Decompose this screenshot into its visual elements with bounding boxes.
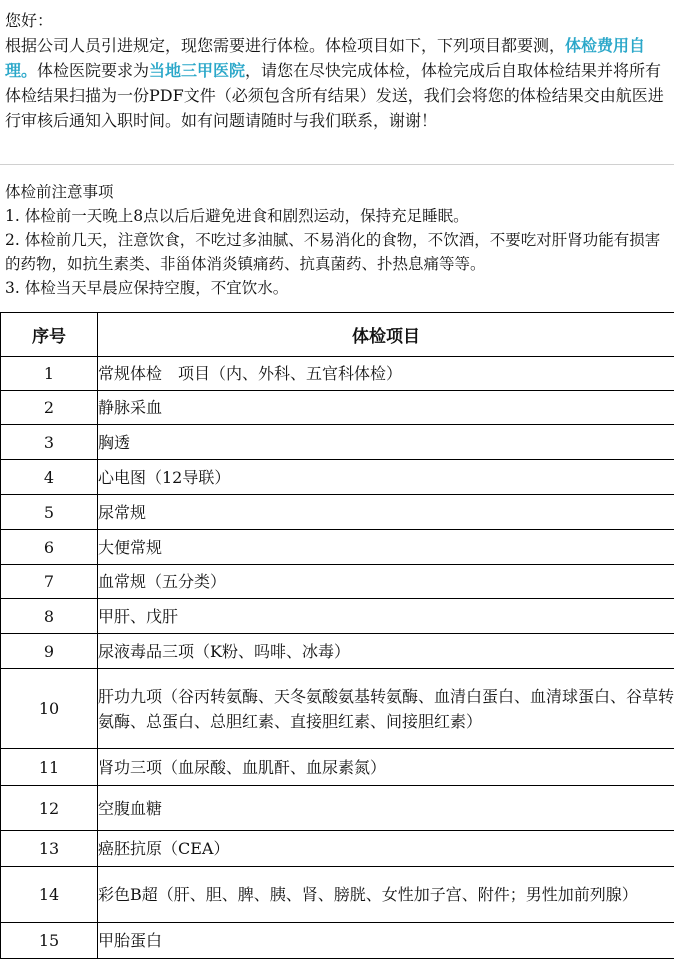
note-item: 1. 体检前一天晚上8点以后后避免进食和剧烈运动，保持充足睡眠。 — [5, 207, 469, 225]
table-row — [1, 831, 674, 867]
intro-text-2: 体检医院要求为 — [37, 61, 150, 80]
table-row — [1, 669, 674, 749]
row-number: 10 — [1, 669, 98, 749]
row-number: 3 — [1, 425, 98, 460]
row-number: 11 — [1, 749, 98, 786]
hospital-highlight: 当地三甲医院 — [149, 61, 246, 80]
note-item: 2. 体检前几天，注意饮食，不吃过多油腻、不易消化的食物，不饮酒，不要吃对肝肾功能有损害的药物，如抗生素类、非甾体消炎镇痛药、抗真菌药、扑热息痛等等。 — [5, 231, 661, 273]
row-item: 尿常规 — [98, 495, 674, 530]
intro-text-1: 根据公司人员引进规定，现您需要进行体检。体检项目如下，下列项目都要测， — [5, 36, 566, 55]
table-row — [1, 786, 674, 831]
row-item: 大便常规 — [98, 530, 674, 565]
note-item: 3. 体检当天早晨应保持空腹，不宜饮水。 — [5, 279, 289, 297]
row-number: 8 — [1, 599, 98, 634]
table-row — [1, 867, 674, 923]
row-number: 14 — [1, 867, 98, 923]
row-number: 1 — [1, 357, 98, 391]
row-item: 心电图（12导联） — [98, 460, 674, 495]
row-item: 甲肝、戊肝 — [98, 599, 674, 634]
table-row — [1, 460, 674, 495]
row-number: 2 — [1, 391, 98, 425]
header-number: 序号 — [1, 313, 98, 357]
table-row — [1, 495, 674, 530]
table-row — [1, 530, 674, 565]
row-number: 4 — [1, 460, 98, 495]
table-row — [1, 425, 674, 460]
row-number: 15 — [1, 923, 98, 959]
table-row — [1, 565, 674, 599]
row-number: 9 — [1, 634, 98, 669]
row-item: 胸透 — [98, 425, 674, 460]
row-item: 癌胚抗原（CEA） — [98, 831, 674, 867]
row-number: 13 — [1, 831, 98, 867]
greeting: 您好： — [5, 11, 54, 30]
row-number: 6 — [1, 530, 98, 565]
row-number: 5 — [1, 495, 98, 530]
table-row — [1, 634, 674, 669]
table-row — [1, 749, 674, 786]
row-item: 静脉采血 — [98, 391, 674, 425]
intro-section — [0, 0, 674, 165]
row-item: 肾功三项（血尿酸、血肌酐、血尿素氮） — [98, 749, 674, 786]
row-number: 7 — [1, 565, 98, 599]
table-row — [1, 391, 674, 425]
row-item: 尿液毒品三项（K粉、吗啡、冰毒） — [98, 634, 674, 669]
row-item: 血常规（五分类） — [98, 565, 674, 599]
notes-title: 体检前注意事项 — [5, 183, 114, 201]
header-item: 体检项目 — [98, 313, 674, 357]
table-row — [1, 599, 674, 634]
table-row — [1, 357, 674, 391]
exam-items-table — [0, 312, 674, 959]
row-item: 常规体检 项目（内、外科、五官科体检） — [98, 357, 674, 391]
row-item: 彩色B超（肝、胆、脾、胰、肾、膀胱、女性加子宫、附件；男性加前列腺） — [98, 867, 674, 923]
table-row — [1, 923, 674, 959]
notes-section — [0, 180, 674, 300]
table-header-row — [1, 313, 674, 357]
row-item: 空腹血糖 — [98, 786, 674, 831]
intro-text-3: ，请您在尽快完成体检，体检完成后自取体检结果并将所有体检结果扫描为一份PDF文件（必须包含所有结果）发送，我们会将您的体检结果交由航医进行审核后通知入职时间。如有问题请随时与我们联系，谢谢！ — [5, 61, 664, 130]
row-item: 甲胎蛋白 — [98, 923, 674, 959]
row-item: 肝功九项（谷丙转氨酶、天冬氨酸氨基转氨酶、血清白蛋白、血清球蛋白、谷草转氨酶、总蛋白、总胆红素、直接胆红素、间接胆红素） — [98, 669, 674, 749]
self-pay-highlight: 体检费用自理。 — [5, 36, 646, 80]
row-number: 12 — [1, 786, 98, 831]
intro-paragraph — [5, 33, 666, 133]
